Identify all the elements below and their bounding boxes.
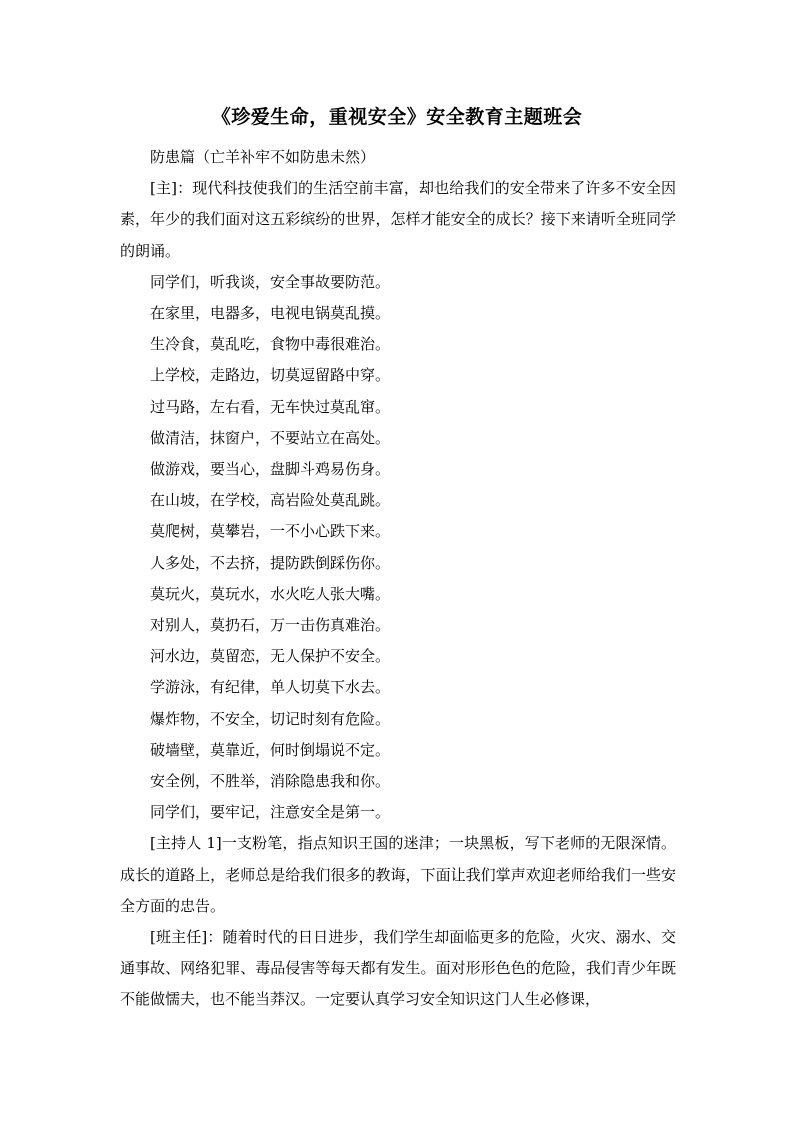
poem-line: 做清洁，抹窗户，不要站立在高处。 <box>150 428 391 447</box>
poem-line: 学游泳，有纪律，单人切莫下水去。 <box>150 678 391 697</box>
poem-line: 生冷食，莫乱吃，食物中毒很难治。 <box>150 335 391 354</box>
poem-line: 过马路，左右看，无车快过莫乱窜。 <box>150 397 391 416</box>
document-title: 《珍爱生命，重视安全》安全教育主题班会 <box>211 106 583 128</box>
poem-line: 上学校，走路边，切莫逗留路中穿。 <box>150 366 391 385</box>
poem-line: 同学们，要牢记，注意安全是第一。 <box>150 803 391 822</box>
host1-paragraph: [主持人 1]一支粉笔，指点知识王国的迷津；一块黑板，写下老师的无限深情。成长的道路上，老师总是给我们很多的教诲，下面让我们掌声欢迎老师给我们一些安全方面的忠告。 <box>120 834 676 915</box>
host-intro-paragraph: [主]：现代科技使我们的生活空前丰富，却也给我们的安全带来了许多不安全因素，年少的我们面对这五彩缤纷的世界，怎样才能安全的成长？接下来请听全班同学的朗诵。 <box>120 179 676 260</box>
poem-line: 在山坡，在学校，高岩险处莫乱跳。 <box>150 491 391 510</box>
poem-line: 莫爬树，莫攀岩，一不小心跌下来。 <box>150 522 391 541</box>
poem-line: 安全例，不胜举，消除隐患我和你。 <box>150 772 391 791</box>
teacher-paragraph: [班主任]：随着时代的日日进步，我们学生却面临更多的危险，火灾、溺水、交通事故、网络犯罪、毒品侵害等每天都有发生。面对形形色色的危险，我们青少年既不能做懦夫，也不能当莽汉。一定要认真学习安全知识这门人生必修课， <box>120 928 676 1009</box>
poem-line: 人多处，不去挤，提防跌倒踩伤你。 <box>150 553 391 572</box>
poem-line: 做游戏，要当心，盘脚斗鸡易伤身。 <box>150 460 391 479</box>
poem-line: 在家里，电器多，电视电锅莫乱摸。 <box>150 304 391 323</box>
document-body <box>120 142 676 1016</box>
poem-line: 同学们，听我谈，安全事故要防范。 <box>150 272 391 291</box>
section-heading: 防患篇（亡羊补牢不如防患未然） <box>150 148 376 166</box>
poem-line: 莫玩火，莫玩水，水火吃人张大嘴。 <box>150 584 391 603</box>
poem-line: 河水边，莫留恋，无人保护不安全。 <box>150 647 391 666</box>
poem-line: 爆炸物，不安全，切记时刻有危险。 <box>150 709 391 728</box>
poem-line: 对别人，莫扔石，万一击伤真难治。 <box>150 616 391 635</box>
poem-line: 破墙壁，莫靠近，何时倒塌说不定。 <box>150 740 391 759</box>
